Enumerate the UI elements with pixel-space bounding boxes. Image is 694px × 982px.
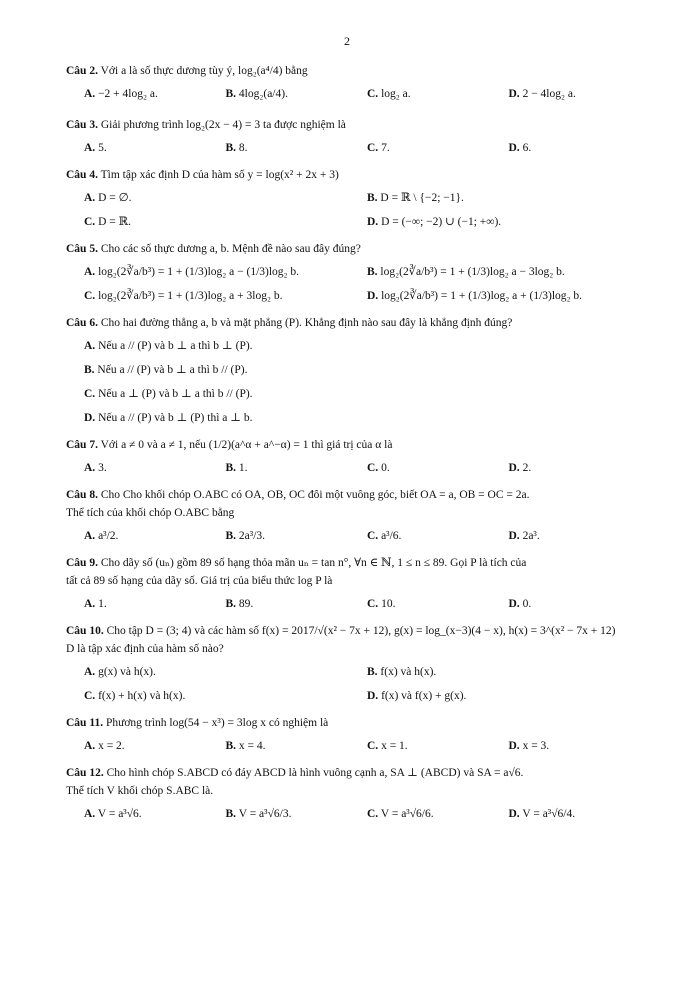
option-key: A.: [84, 266, 96, 278]
options-row: [84, 286, 650, 306]
option-text: Nếu a // (P) và b ⊥ a thì b // (P).: [97, 364, 248, 376]
options-row: [84, 360, 650, 380]
question-label: Câu 5.: [66, 243, 98, 255]
question-stem: [66, 62, 650, 80]
question-label: Câu 8.: [66, 489, 98, 501]
option-key: C.: [367, 598, 379, 610]
option-b[interactable]: [226, 526, 368, 546]
option-c[interactable]: [84, 212, 367, 232]
option-key: D.: [508, 740, 520, 752]
option-c[interactable]: [367, 84, 509, 104]
option-d[interactable]: [367, 286, 650, 306]
question-text: Với a ≠ 0 và a ≠ 1, nếu (1/2)(a^α + a^−α) = 1 thì giá trị của α là: [100, 439, 393, 451]
option-text: f(x) + h(x) và h(x).: [98, 690, 186, 702]
question-text: Tìm tập xác định D của hàm số y = log(x² + 2x + 3): [100, 169, 339, 181]
question-stem: [66, 116, 650, 134]
option-a[interactable]: [84, 336, 644, 356]
options-row: [84, 336, 650, 356]
option-text: 2a³.: [522, 530, 540, 542]
option-text: 3.: [98, 462, 107, 474]
question-stem: [66, 714, 650, 732]
option-text: Nếu a // (P) và b ⊥ (P) thì a ⊥ b.: [98, 412, 253, 424]
question-9: [66, 554, 650, 614]
option-a[interactable]: [84, 138, 226, 158]
question-list: [66, 62, 650, 832]
option-text: g(x) và h(x).: [98, 666, 156, 678]
question-stem: [66, 486, 650, 504]
option-b[interactable]: [367, 188, 650, 208]
option-text: a³/6.: [381, 530, 402, 542]
option-d[interactable]: [509, 804, 651, 824]
option-key: C.: [367, 808, 379, 820]
option-text: log₂(2∛a/b³) = 1 + (1/3)log₂ a + (1/3)log₂ b.: [381, 290, 583, 302]
question-label: Câu 4.: [66, 169, 98, 181]
option-key: D.: [508, 598, 520, 610]
option-key: A.: [84, 340, 96, 352]
option-key: A.: [84, 462, 96, 474]
option-c[interactable]: [84, 686, 367, 706]
option-text: V = a³√6/3.: [238, 808, 292, 820]
option-d[interactable]: [509, 594, 651, 614]
option-key: A.: [84, 598, 96, 610]
question-stem: [66, 554, 650, 572]
question-stem: [66, 240, 650, 258]
option-b[interactable]: [226, 138, 368, 158]
option-d[interactable]: [509, 138, 651, 158]
option-c[interactable]: [367, 736, 509, 756]
option-text: −2 + 4log₂ a.: [98, 88, 158, 100]
question-text: Cho Cho khối chóp O.ABC có OA, OB, OC đôi một vuông góc, biết OA = a, OB = OC = 2a.: [100, 489, 530, 501]
options-row: [84, 384, 650, 404]
option-a[interactable]: [84, 662, 367, 682]
question-4: [66, 166, 650, 232]
options-row: [84, 458, 650, 478]
option-d[interactable]: [367, 686, 650, 706]
question-stem: [66, 436, 650, 454]
option-key: B.: [225, 808, 237, 820]
option-a[interactable]: [84, 84, 226, 104]
option-text: D = (−∞; −2) ∪ (−1; +∞).: [381, 216, 502, 228]
question-text-line2: Thể tích của khối chóp O.ABC bằng: [66, 507, 235, 519]
option-key: D.: [508, 88, 520, 100]
option-key: C.: [84, 216, 96, 228]
option-b[interactable]: [367, 262, 650, 282]
options-row: [84, 526, 650, 546]
question-text: Giải phương trình log₂(2x − 4) = 3 ta được nghiệm là: [100, 119, 346, 131]
option-text: 2.: [522, 462, 532, 474]
option-text: 10.: [381, 598, 396, 610]
option-key: B.: [225, 462, 237, 474]
option-b[interactable]: [226, 736, 368, 756]
option-key: D.: [84, 412, 96, 424]
option-c[interactable]: [367, 804, 509, 824]
option-c[interactable]: [367, 458, 509, 478]
option-text: 1.: [238, 462, 248, 474]
option-text: 1.: [98, 598, 107, 610]
option-a[interactable]: [84, 594, 226, 614]
page-number: 2: [344, 34, 350, 48]
option-text: D = ℝ \ {−2; −1}.: [380, 192, 464, 204]
option-c[interactable]: [367, 526, 509, 546]
option-text: x = 3.: [522, 740, 550, 752]
question-text-line2: D là tập xác định của hàm số nào?: [66, 643, 224, 655]
question-label: Câu 3.: [66, 119, 98, 131]
options-row: [84, 408, 650, 428]
option-key: C.: [367, 142, 379, 154]
options-row: [84, 662, 650, 682]
option-d[interactable]: [509, 84, 651, 104]
option-text: log₂ a.: [381, 88, 411, 100]
option-text: log₂(2∛a/b³) = 1 + (1/3)log₂ a − (1/3)log₂ b.: [98, 266, 300, 278]
option-text: x = 1.: [381, 740, 408, 752]
question-text: Với a là số thực dương tùy ý, log₂(a⁴/4) bằng: [100, 65, 308, 77]
option-text: V = a³√6/6.: [380, 808, 434, 820]
option-a[interactable]: [84, 458, 226, 478]
options-row: [84, 804, 650, 824]
option-a[interactable]: [84, 804, 226, 824]
question-5: [66, 240, 650, 306]
option-text: 2a³/3.: [238, 530, 266, 542]
option-key: A.: [84, 666, 96, 678]
option-key: B.: [225, 88, 237, 100]
option-c[interactable]: [367, 138, 509, 158]
option-text: 0.: [522, 598, 532, 610]
option-c[interactable]: [84, 384, 644, 404]
option-key: A.: [84, 192, 96, 204]
option-a[interactable]: [84, 526, 226, 546]
option-key: B.: [225, 598, 237, 610]
question-text: Cho hình chóp S.ABCD có đáy ABCD là hình vuông cạnh a, SA ⊥ (ABCD) và SA = a√6.: [106, 767, 524, 779]
option-text: a³/2.: [98, 530, 119, 542]
option-key: B.: [367, 266, 378, 278]
question-12: [66, 764, 650, 824]
question-8: [66, 486, 650, 546]
option-key: B.: [367, 666, 378, 678]
option-text: 89.: [238, 598, 254, 610]
option-key: C.: [84, 690, 96, 702]
question-text: Cho các số thực dương a, b. Mệnh đề nào sau đây đúng?: [100, 243, 361, 255]
option-key: D.: [508, 530, 520, 542]
options-row: [84, 188, 650, 208]
option-text: 7.: [381, 142, 390, 154]
option-a[interactable]: [84, 736, 226, 756]
option-key: C.: [367, 88, 379, 100]
option-b[interactable]: [226, 458, 368, 478]
options-row: [84, 138, 650, 158]
question-2: [66, 62, 650, 104]
option-text: V = a³√6/4.: [522, 808, 576, 820]
option-b[interactable]: [84, 360, 644, 380]
question-stem: [66, 166, 650, 184]
option-a[interactable]: [84, 262, 367, 282]
question-stem: [66, 622, 650, 640]
option-text: 6.: [522, 142, 532, 154]
option-key: C.: [367, 462, 379, 474]
option-a[interactable]: [84, 188, 367, 208]
question-text: Phương trình log(54 − x³) = 3log x có nghiệm là: [105, 717, 329, 729]
option-text: 2 − 4log₂ a.: [522, 88, 576, 100]
option-text: 5.: [98, 142, 107, 154]
option-text: log₂(2∛a/b³) = 1 + (1/3)log₂ a − 3log₂ b.: [380, 266, 565, 278]
option-key: C.: [84, 290, 96, 302]
option-text: f(x) và f(x) + g(x).: [381, 690, 467, 702]
options-row: [84, 686, 650, 706]
question-text: Cho hai đường thẳng a, b và mặt phẳng (P). Khẳng định nào sau đây là khẳng định đúng?: [100, 317, 513, 329]
question-label: Câu 12.: [66, 767, 104, 779]
options-row: [84, 84, 650, 104]
option-key: D.: [508, 142, 520, 154]
option-key: D.: [508, 462, 520, 474]
option-key: A.: [84, 530, 96, 542]
options-row: [84, 736, 650, 756]
option-d[interactable]: [367, 212, 650, 232]
options-row: [84, 262, 650, 282]
option-d[interactable]: [509, 458, 651, 478]
option-c[interactable]: [84, 286, 367, 306]
option-key: B.: [367, 192, 378, 204]
option-key: A.: [84, 88, 96, 100]
question-3: [66, 116, 650, 158]
option-text: f(x) và h(x).: [380, 666, 437, 678]
option-key: C.: [367, 530, 379, 542]
question-label: Câu 10.: [66, 625, 104, 637]
option-text: 0.: [381, 462, 390, 474]
question-10: [66, 622, 650, 706]
question-text: Cho dãy số (uₙ) gồm 89 số hạng thỏa mãn uₙ = tan n°, ∀n ∈ ℕ, 1 ≤ n ≤ 89. Gọi P là tích của: [100, 557, 527, 569]
option-key: A.: [84, 142, 96, 154]
options-row: [84, 594, 650, 614]
option-b[interactable]: [226, 594, 368, 614]
option-text: Nếu a // (P) và b ⊥ a thì b ⊥ (P).: [98, 340, 253, 352]
option-key: B.: [225, 142, 237, 154]
option-text: 8.: [238, 142, 248, 154]
question-label: Câu 2.: [66, 65, 98, 77]
option-key: D.: [367, 690, 379, 702]
option-d[interactable]: [509, 736, 651, 756]
option-b[interactable]: [226, 84, 368, 104]
option-d[interactable]: [84, 408, 644, 428]
option-text: D = ℝ.: [98, 216, 132, 228]
question-stem: [66, 764, 650, 782]
option-key: A.: [84, 740, 96, 752]
option-text: Nếu a ⊥ (P) và b ⊥ a thì b // (P).: [98, 388, 253, 400]
option-d[interactable]: [509, 526, 651, 546]
option-text: V = a³√6.: [97, 808, 142, 820]
option-key: C.: [367, 740, 379, 752]
option-text: log₂(2∛a/b³) = 1 + (1/3)log₂ a + 3log₂ b.: [98, 290, 283, 302]
question-label: Câu 7.: [66, 439, 98, 451]
question-stem: [66, 314, 650, 332]
option-key: B.: [225, 740, 237, 752]
option-text: x = 2.: [98, 740, 125, 752]
option-key: B.: [84, 364, 95, 376]
question-text-line2: Thể tích V khối chóp S.ABC là.: [66, 785, 214, 797]
option-key: C.: [84, 388, 96, 400]
option-key: A.: [84, 808, 96, 820]
option-b[interactable]: [226, 804, 368, 824]
options-row: [84, 212, 650, 232]
option-key: B.: [225, 530, 237, 542]
option-key: D.: [367, 216, 379, 228]
question-6: [66, 314, 650, 428]
option-key: D.: [508, 808, 520, 820]
question-label: Câu 11.: [66, 717, 104, 729]
option-key: D.: [367, 290, 379, 302]
question-7: [66, 436, 650, 478]
question-label: Câu 6.: [66, 317, 98, 329]
question-label: Câu 9.: [66, 557, 98, 569]
option-text: D = ∅.: [98, 192, 132, 204]
question-text: Cho tập D = (3; 4) và các hàm số f(x) = 2017/√(x² − 7x + 12), g(x) = log_(x−3)(4 − x), h(x) = 3^(x² − 7x + 12): [106, 625, 616, 637]
option-c[interactable]: [367, 594, 509, 614]
option-text: 4log₂(a/4).: [238, 88, 288, 100]
question-text-line2: tất cả 89 số hạng của dãy số. Giá trị của biểu thức log P là: [66, 575, 333, 587]
question-11: [66, 714, 650, 756]
option-b[interactable]: [367, 662, 650, 682]
option-text: x = 4.: [238, 740, 266, 752]
